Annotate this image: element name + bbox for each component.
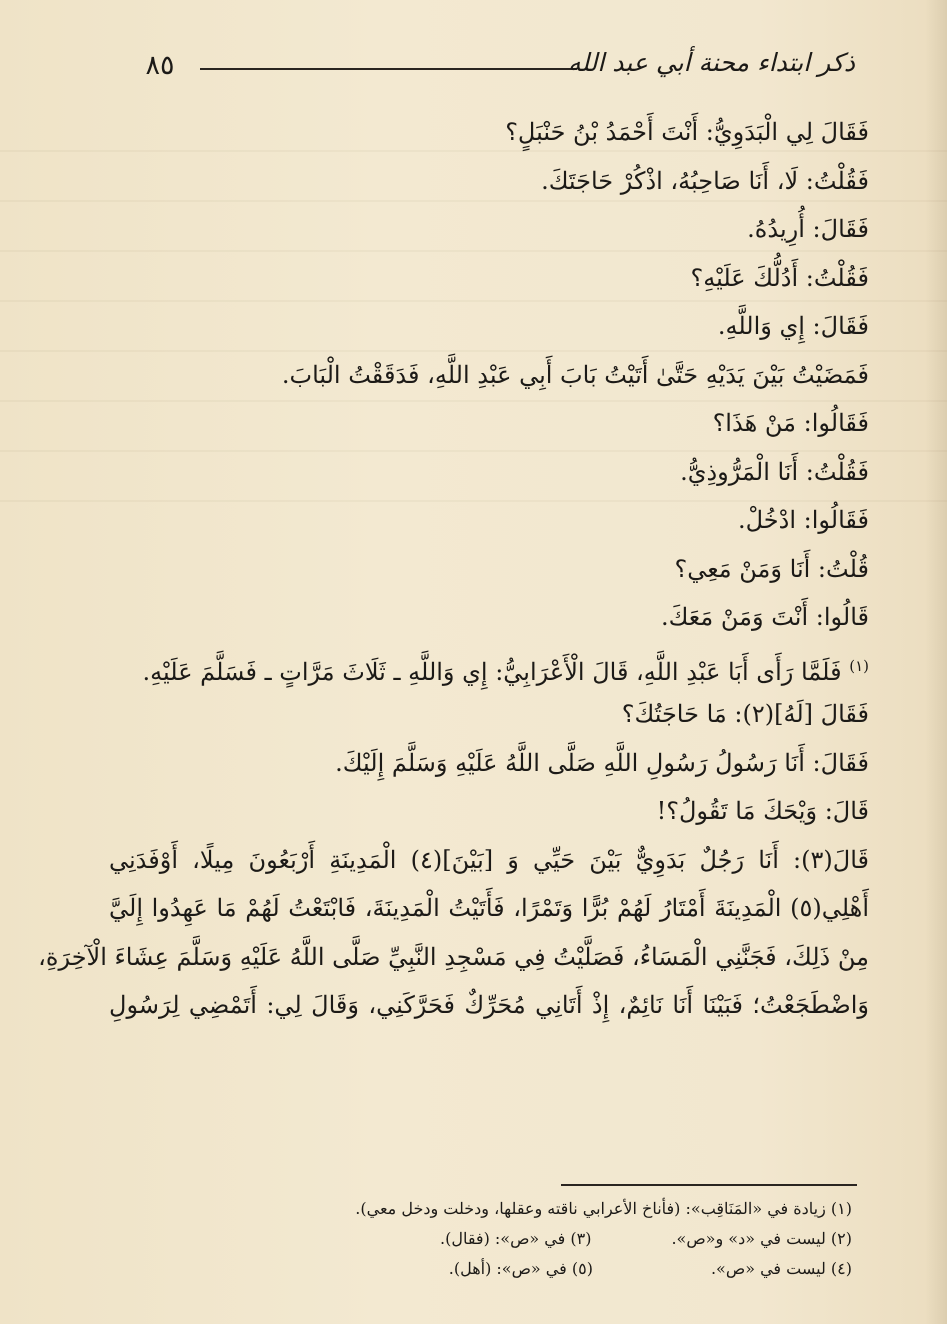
text-line: فَقَالُوا: مَنْ هَذَا؟ [712, 409, 869, 437]
text-line-content: فَلَمَّا رَأَى أَبَا عَبْدِ اللَّهِ، قَالَ الْأَعْرَابِيُّ: إِي وَاللَّهِ ـ ثَلَاثَ مَرَّاتٍ ـ فَسَلَّمَ عَلَيْهِ. [142, 657, 842, 686]
text-line: فَقَالَ: أَنَا رَسُولُ رَسُولِ اللَّهِ صَلَّى اللَّهُ عَلَيْهِ وَسَلَّمَ إِلَيْكَ. [335, 748, 869, 777]
footnote-marker: (١) [849, 656, 869, 675]
footnote-row [132, 1254, 852, 1284]
text-line: فَقُلْتُ: أَدُلُّكَ عَلَيْهِ؟ [690, 263, 869, 292]
text-line: مِنْ ذَلِكَ، فَجَنَّنِي الْمَسَاءُ، فَصَلَّيْتُ فِي مَسْجِدِ النَّبِيِّ صَلَّى اللَّهُ عَلَيْهِ وَسَلَّمَ عِشَاءَ الْآخِرَةِ، [38, 942, 869, 971]
text-line: قُلْتُ: أَنَا وَمَنْ مَعِي؟ [674, 554, 869, 583]
footnote-2: (٢) ليست في «د» و«ص». [671, 1229, 852, 1248]
text-line: قَالُوا: أَنْتَ وَمَنْ مَعَكَ. [660, 603, 869, 631]
text-line: قَالَ(٣): أَنَا رَجُلٌ بَدَوِيٌّ بَيْنَ حَيِّي وَ [بَيْنَ](٤) الْمَدِينَةِ أَرْبَعُونَ مِيلًا، أَوْفَدَنِي [109, 845, 869, 874]
text-line: فَقَالَ: أُرِيدُهُ. [747, 215, 869, 243]
footnote-1: (١) زيادة في «المَنَاقِب»: (فأناخ الأعرابي ناقته وعقلها، ودخلت ودخل معي). [355, 1199, 852, 1218]
footnote-5: (٥) في «ص»: (أهل). [448, 1259, 593, 1278]
text-line: فَقَالُوا: ادْخُلْ. [737, 506, 869, 534]
page-header [140, 48, 855, 98]
text-line: فَقُلْتُ: أَنَا الْمَرُّوذِيُّ. [680, 457, 869, 486]
text-line: فَقَالَ: إِي وَاللَّهِ. [717, 312, 869, 340]
footnote-4: (٤) ليست في «ص». [710, 1259, 852, 1278]
main-text [38, 108, 869, 1030]
text-line [109, 642, 869, 691]
text-line: فَقَالَ [لَهُ](٢): مَا حَاجَتُكَ؟ [621, 700, 869, 728]
text-line: وَاضْطَجَعْتُ؛ فَبَيْنَا أَنَا نَائِمٌ، إِذْ أَتَانِي مُحَرِّكٌ فَحَرَّكَنِي، وَقَالَ لِي: أَتَمْضِي لِرَسُولِ [109, 991, 869, 1019]
text-line: أَهْلِي(٥) الْمَدِينَةَ أَمْتَارُ لَهُمْ بُرًّا وَتَمْرًا، فَأَتَيْتُ الْمَدِينَةَ، فَابْتَعْتُ لَهُمْ مَا عَهِدُوا إِلَيَّ [109, 894, 869, 922]
footnote-row [132, 1224, 852, 1254]
footnote-separator [561, 1184, 857, 1186]
page-edge-shadow [925, 0, 947, 1324]
header-rule [200, 68, 577, 70]
text-line: فَقُلْتُ: لَا، أَنَا صَاحِبُهُ، اذْكُرْ حَاجَتَكَ. [541, 166, 869, 195]
page-number: ٨٥ [145, 50, 175, 81]
text-line: قَالَ: وَيْحَكَ مَا تَقُولُ؟! [656, 797, 869, 825]
footnotes [132, 1194, 852, 1284]
text-line: فَقَالَ لِي الْبَدَوِيُّ: أَنْتَ أَحْمَدُ بْنُ حَنْبَلٍ؟ [505, 118, 869, 146]
running-title: ذكر ابتداء محنة أبي عبد الله [568, 48, 855, 77]
text-line: فَمَضَيْتُ بَيْنَ يَدَيْهِ حَتَّىٰ أَتَيْتُ بَابَ أَبِي عَبْدِ اللَّهِ، فَدَقَقْتُ الْبَابَ. [281, 360, 869, 389]
footnote-3: (٣) في «ص»: (فقال). [440, 1229, 592, 1248]
